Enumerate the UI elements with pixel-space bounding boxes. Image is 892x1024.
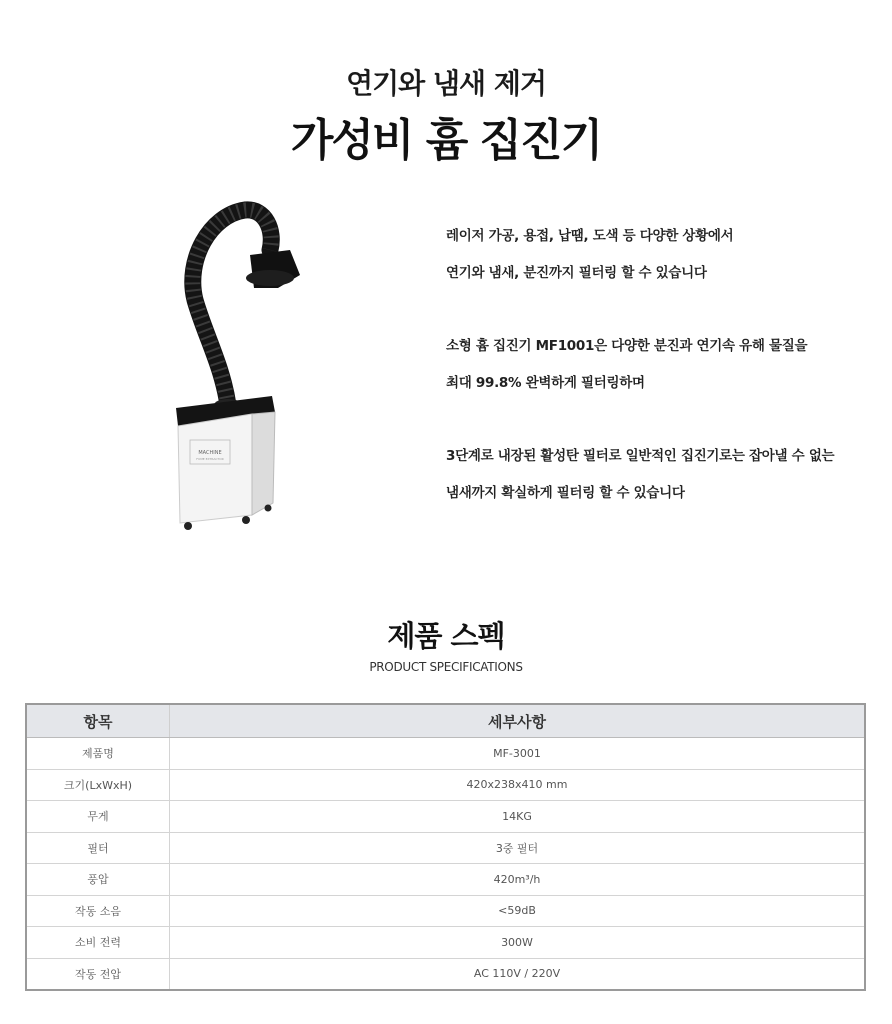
spec-item: 무게 [26, 801, 170, 833]
header-detail: 세부사항 [170, 704, 866, 738]
spec-item: 작동 소음 [26, 895, 170, 927]
brand-sublogo: FUME EXTRACTOR [196, 457, 224, 461]
desc-line: 연기와 냄새, 분진까지 필터링 할 수 있습니다 [446, 265, 707, 281]
spec-detail: MF-3001 [170, 738, 866, 770]
spec-item: 필터 [26, 832, 170, 864]
spec-detail: <59dB [170, 895, 866, 927]
desc-line: 냄새까지 확실하게 필터링 할 수 있습니다 [446, 485, 685, 501]
table-row [26, 832, 865, 864]
table-row [26, 769, 865, 801]
spec-item: 풍압 [26, 864, 170, 896]
desc-line: 소형 흄 집진기 MF1001은 다양한 분진과 연기속 유해 물질을 [446, 338, 808, 354]
spec-detail: 300W [170, 927, 866, 959]
page-subtitle: 연기와 냄새 제거 [346, 67, 546, 100]
fume-extractor-image [150, 200, 410, 540]
spec-item: 크기(LxWxH) [26, 769, 170, 801]
spec-item: 작동 전압 [26, 958, 170, 990]
desc-line: 레이저 가공, 용접, 납땜, 도색 등 다양한 상황에서 [446, 228, 734, 244]
spec-detail: 3중 필터 [170, 832, 866, 864]
table-row [26, 864, 865, 896]
table-row [26, 738, 865, 770]
spec-section-title: 제품 스펙 [387, 619, 505, 653]
spec-detail: 14KG [170, 801, 866, 833]
page-title: 가성비 흄 집진기 [290, 115, 602, 166]
spec-section-subtitle: PRODUCT SPECIFICATIONS [369, 660, 523, 674]
spec-item: 소비 전력 [26, 927, 170, 959]
spec-detail: 420m³/h [170, 864, 866, 896]
spec-detail: 420x238x410 mm [170, 769, 866, 801]
table-row [26, 927, 865, 959]
desc-line: 3단계로 내장된 활성탄 필터로 일반적인 집진기로는 잡아낼 수 없는 [446, 448, 835, 464]
table-row [26, 801, 865, 833]
spec-detail: AC 110V / 220V [473, 967, 561, 981]
header-item: 항목 [26, 704, 170, 738]
spec-header-row [26, 704, 865, 738]
product-description [446, 218, 876, 512]
desc-line: 최대 99.8% 완벽하게 필터링하며 [446, 375, 645, 391]
table-row [26, 895, 865, 927]
spec-item: 제품명 [26, 738, 170, 770]
spec-table [25, 703, 866, 991]
table-row [26, 958, 865, 990]
brand-logo: MACHINE [198, 450, 222, 456]
